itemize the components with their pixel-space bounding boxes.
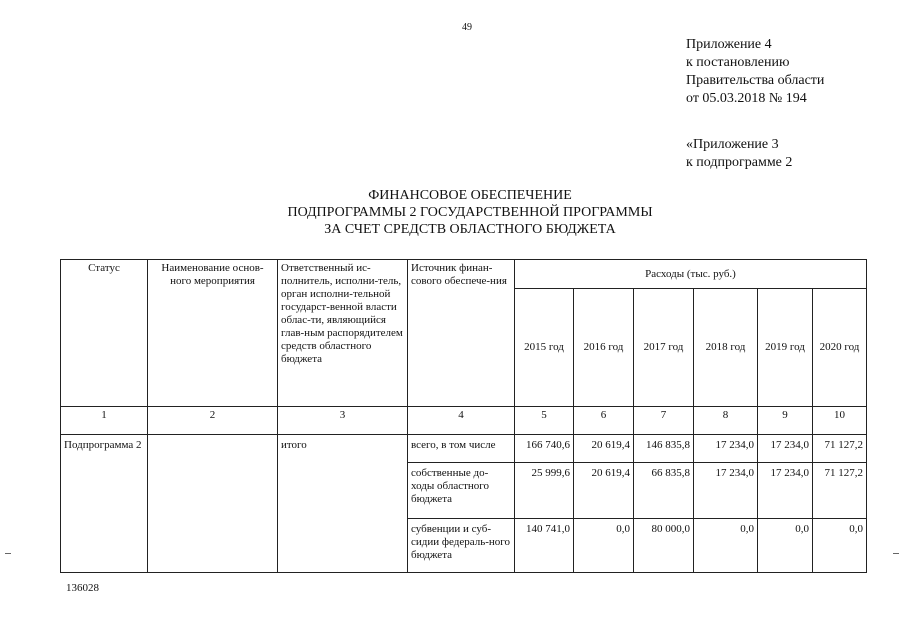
source-cell: собственные до-ходы областного бюджета — [408, 463, 515, 519]
column-number: 8 — [694, 407, 758, 435]
financing-table — [60, 259, 867, 573]
header-source: Источник финан-сового обеспече-ния — [408, 260, 515, 407]
source-cell: субвенции и суб-сидии федераль-ного бюджета — [408, 519, 515, 573]
column-number: 5 — [515, 407, 574, 435]
value-cell: 71 127,2 — [813, 463, 867, 519]
column-number: 7 — [634, 407, 694, 435]
title-line-3: ЗА СЧЕТ СРЕДСТВ ОБЛАСТНОГО БЮДЖЕТА — [324, 222, 616, 237]
appendix-line-4: от 05.03.2018 № 194 — [686, 91, 807, 106]
header-year-2018: 2018 год — [694, 289, 758, 407]
value-cell: 20 619,4 — [574, 463, 634, 519]
page-number: 49 — [462, 22, 472, 33]
header-year-2015: 2015 год — [515, 289, 574, 407]
document-title — [0, 187, 905, 238]
appendix-line-3: Правительства области — [686, 73, 825, 88]
appendix-note-2 — [686, 136, 792, 172]
title-line-1: ФИНАНСОВОЕ ОБЕСПЕЧЕНИЕ — [368, 188, 572, 203]
value-cell: 0,0 — [758, 519, 813, 573]
value-cell: 71 127,2 — [813, 435, 867, 463]
value-cell: 17 234,0 — [694, 435, 758, 463]
value-cell: 80 000,0 — [634, 519, 694, 573]
event-cell — [148, 435, 278, 573]
column-number: 10 — [813, 407, 867, 435]
value-cell: 17 234,0 — [694, 463, 758, 519]
title-line-2: ПОДПРОГРАММЫ 2 ГОСУДАРСТВЕННОЙ ПРОГРАММЫ — [287, 205, 653, 220]
value-cell: 0,0 — [813, 519, 867, 573]
header-expenses: Расходы (тыс. руб.) — [515, 260, 867, 289]
header-year-2017: 2017 год — [634, 289, 694, 407]
header-year-2016: 2016 год — [574, 289, 634, 407]
scan-edge-mark-left — [5, 553, 11, 554]
appendix-line-2: к постановлению — [686, 55, 790, 70]
source-cell: всего, в том числе — [408, 435, 515, 463]
value-cell: 140 741,0 — [515, 519, 574, 573]
column-number: 1 — [61, 407, 148, 435]
appendix2-line-2: к подпрограмме 2 — [686, 155, 793, 170]
value-cell: 17 234,0 — [758, 435, 813, 463]
value-cell: 20 619,4 — [574, 435, 634, 463]
value-cell: 0,0 — [694, 519, 758, 573]
appendix-line-1: Приложение 4 — [686, 37, 772, 52]
column-number: 6 — [574, 407, 634, 435]
column-number: 2 — [148, 407, 278, 435]
column-number: 4 — [408, 407, 515, 435]
header-status: Статус — [61, 260, 148, 407]
document-number: 136028 — [66, 582, 99, 594]
status-cell: Подпрограмма 2 — [61, 435, 148, 573]
scan-edge-mark-right — [893, 553, 899, 554]
value-cell: 166 740,6 — [515, 435, 574, 463]
executor-cell: итого — [278, 435, 408, 573]
value-cell: 17 234,0 — [758, 463, 813, 519]
header-year-2019: 2019 год — [758, 289, 813, 407]
header-executor: Ответственный ис-полнитель, исполни-тель, орган исполни-тельной государст-венной власти облас-ти, являющийся глав-ным распорядителем средств областного бюджета — [278, 260, 408, 407]
value-cell: 0,0 — [574, 519, 634, 573]
value-cell: 146 835,8 — [634, 435, 694, 463]
appendix2-line-1: «Приложение 3 — [686, 137, 779, 152]
column-number-row — [61, 407, 867, 435]
header-event: Наименование основ-ного мероприятия — [148, 260, 278, 407]
header-year-2020: 2020 год — [813, 289, 867, 407]
appendix-note — [686, 36, 824, 108]
column-number: 3 — [278, 407, 408, 435]
table-row — [61, 435, 867, 463]
value-cell: 66 835,8 — [634, 463, 694, 519]
column-number: 9 — [758, 407, 813, 435]
value-cell: 25 999,6 — [515, 463, 574, 519]
